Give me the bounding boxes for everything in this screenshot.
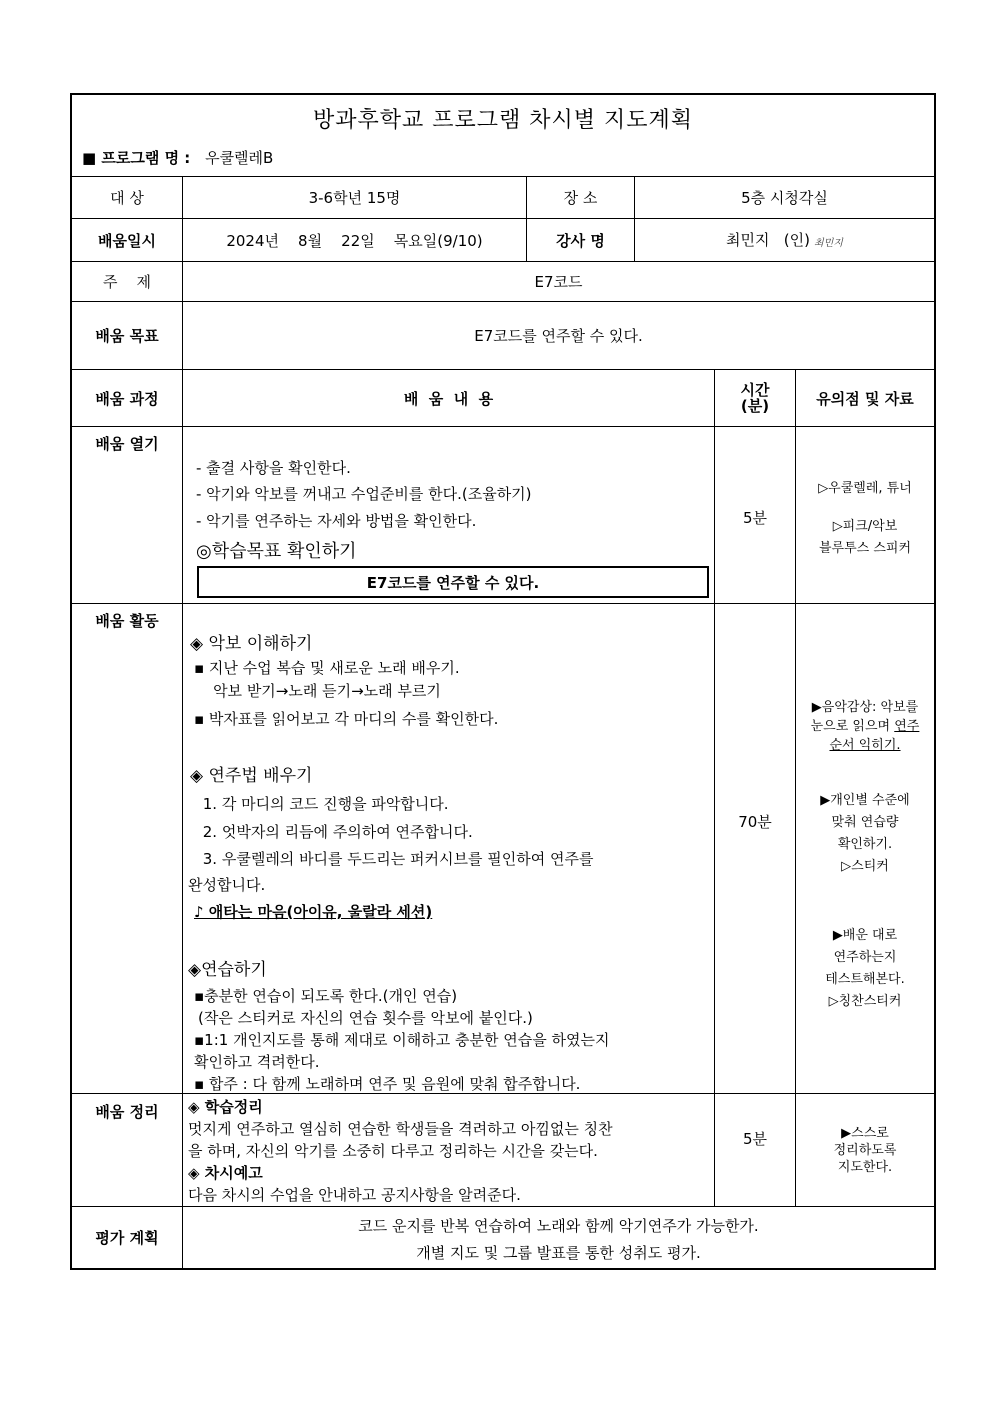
activity-notes-1 bbox=[796, 698, 934, 755]
activity-note-1a: ▶음악감상: 악보를 bbox=[811, 700, 919, 715]
close-note-2: 정리하도록 bbox=[833, 1143, 897, 1158]
evaluation-content bbox=[183, 1213, 934, 1267]
activity-sec1-heading: ◈ 악보 이해하기 bbox=[190, 634, 313, 654]
topic-value: E7코드 bbox=[534, 273, 583, 291]
activity-sec3-line-3: ▪1:1 개인지도를 통해 제대로 이해하고 충분한 연습을 하였는지 bbox=[194, 1031, 610, 1049]
close-line-2: 을 하며, 자신의 악기를 소중히 다루고 정리하는 시간을 갖는다. bbox=[188, 1142, 598, 1160]
activity-note-1b: 눈으로 읽으며 bbox=[810, 719, 895, 734]
close-line-3: 다음 차시의 수업을 안내하고 공지사항을 알려준다. bbox=[188, 1186, 521, 1204]
close-line-1: 멋지게 연주하고 열심히 연습한 학생들을 격려하고 아낌없는 칭찬 bbox=[188, 1120, 613, 1138]
activity-note-3d: ▷칭찬스티커 bbox=[828, 994, 902, 1009]
col-notes: 유의점 및 자료 bbox=[816, 389, 914, 408]
page-title: 방과후학교 프로그램 차시별 지도계획 bbox=[312, 108, 693, 133]
activity-note-3c: 테스트해본다. bbox=[825, 972, 905, 987]
close-heading-1: ◈ 학습정리 bbox=[188, 1098, 263, 1116]
date-value: 2024년 8월 22일 목요일(9/10) bbox=[226, 231, 483, 250]
evaluation-label: 평가 계획 bbox=[95, 1229, 159, 1247]
activity-notes-2 bbox=[796, 790, 934, 878]
activity-sec2-heading: ◈ 연주법 배우기 bbox=[190, 766, 313, 786]
activity-notes-3 bbox=[796, 925, 934, 1013]
activity-song-title: ♪ 애타는 마음(아이유, 울랄라 세션) bbox=[194, 903, 433, 921]
activity-sec2-line-4: 완성합니다. bbox=[188, 876, 266, 894]
teacher-value: 최민지 (인) bbox=[726, 231, 810, 249]
lesson-plan-sheet bbox=[70, 93, 936, 1270]
place-label: 장 소 bbox=[563, 189, 598, 207]
close-notes bbox=[796, 1125, 934, 1176]
open-note-2: ▷피크/악보 bbox=[832, 519, 898, 534]
col-content: 배 움 내 용 bbox=[403, 389, 494, 408]
open-line-1: - 출결 사항을 확인한다. bbox=[196, 459, 351, 477]
date-label: 배움일시 bbox=[98, 231, 156, 250]
topic-label: 주 제 bbox=[102, 273, 152, 291]
goal-value: E7코드를 연주할 수 있다. bbox=[474, 327, 643, 345]
activity-time: 70분 bbox=[738, 812, 772, 831]
evaluation-line-2: 개별 지도 및 그룹 발표를 통한 성취도 평가. bbox=[416, 1244, 701, 1262]
activity-note-1c: 연주 bbox=[894, 719, 920, 734]
open-note-3: 블루투스 스피커 bbox=[818, 541, 912, 556]
goal-label: 배움 목표 bbox=[95, 327, 159, 345]
close-note-3: 지도한다. bbox=[837, 1160, 893, 1175]
teacher-label: 강사 명 bbox=[556, 231, 605, 250]
activity-sec2-line-1: 1. 각 마디의 코드 진행을 파악합니다. bbox=[198, 795, 449, 813]
activity-label: 배움 활동 bbox=[95, 612, 159, 630]
open-goal-box: E7코드를 연주할 수 있다. bbox=[197, 566, 709, 598]
activity-sec3-line-1: ▪충분한 연습이 되도록 한다.(개인 연습) bbox=[194, 987, 458, 1005]
place-value: 5층 시청각실 bbox=[741, 189, 828, 207]
activity-sec3-heading: ◈연습하기 bbox=[188, 960, 267, 980]
teacher-signature: 최민지 bbox=[813, 238, 843, 249]
activity-sec1-line-1: ▪ 지난 수업 복습 및 새로운 노래 배우기. bbox=[194, 659, 460, 677]
target-value: 3-6학년 15명 bbox=[308, 189, 401, 207]
activity-note-2b: 맞춰 연습량 bbox=[831, 815, 899, 830]
open-note-1: ▷우쿨렐레, 튜너 bbox=[818, 481, 912, 496]
activity-note-3a: ▶배운 대로 bbox=[832, 928, 898, 943]
activity-note-3b: 연주하는지 bbox=[833, 950, 897, 965]
activity-sec1-line-3: ▪ 박자표를 읽어보고 각 마디의 수를 확인한다. bbox=[194, 710, 499, 728]
open-line-2: - 악기와 악보를 꺼내고 수업준비를 한다.(조율하기) bbox=[196, 485, 532, 503]
activity-note-2a: ▶개인별 수준에 bbox=[820, 793, 910, 808]
open-goal-heading: ◎학습목표 확인하기 bbox=[196, 541, 357, 562]
open-line-3: - 악기를 연주하는 자세와 방법을 확인한다. bbox=[196, 512, 477, 530]
col-process: 배움 과정 bbox=[95, 389, 159, 408]
close-label: 배움 정리 bbox=[95, 1103, 159, 1121]
close-time: 5분 bbox=[742, 1129, 768, 1148]
close-note-1: ▶스스로 bbox=[841, 1126, 889, 1141]
activity-note-1d: 순서 익히기. bbox=[829, 738, 901, 753]
open-time: 5분 bbox=[742, 508, 768, 527]
activity-note-2c: 확인하기. bbox=[837, 837, 893, 852]
program-name bbox=[82, 147, 273, 168]
activity-note-1b-row bbox=[796, 717, 934, 736]
open-label: 배움 열기 bbox=[95, 435, 159, 453]
target-label: 대 상 bbox=[110, 189, 144, 207]
activity-sec3-line-2: (작은 스티커로 자신의 연습 횟수를 악보에 붙인다.) bbox=[198, 1009, 533, 1027]
activity-sec1-line-2: 악보 받기→노래 듣기→노래 부르기 bbox=[194, 682, 441, 700]
evaluation-line-1: 코드 운지를 반복 연습하여 노래와 함께 악기연주가 가능한가. bbox=[358, 1217, 759, 1235]
activity-sec3-line-4: 확인하고 격려한다. bbox=[194, 1053, 320, 1071]
col-time: 시간 (분) bbox=[740, 381, 770, 415]
close-heading-2: ◈ 차시예고 bbox=[188, 1164, 263, 1182]
program-label: ■ 프로그램 명 : bbox=[82, 149, 191, 167]
activity-sec2-line-2: 2. 엇박자의 리듬에 주의하여 연주합니다. bbox=[198, 823, 473, 841]
activity-note-2d: ▷스티커 bbox=[841, 859, 889, 874]
activity-sec3-line-5: ▪ 합주 : 다 함께 노래하며 연주 및 음원에 맞춰 합주합니다. bbox=[194, 1075, 581, 1093]
teacher-cell bbox=[635, 219, 934, 261]
program-value: 우쿨렐레B bbox=[205, 149, 274, 167]
activity-sec2-line-3: 3. 우쿨렐레의 바디를 두드리는 퍼커시브를 필인하여 연주를 bbox=[198, 850, 594, 868]
